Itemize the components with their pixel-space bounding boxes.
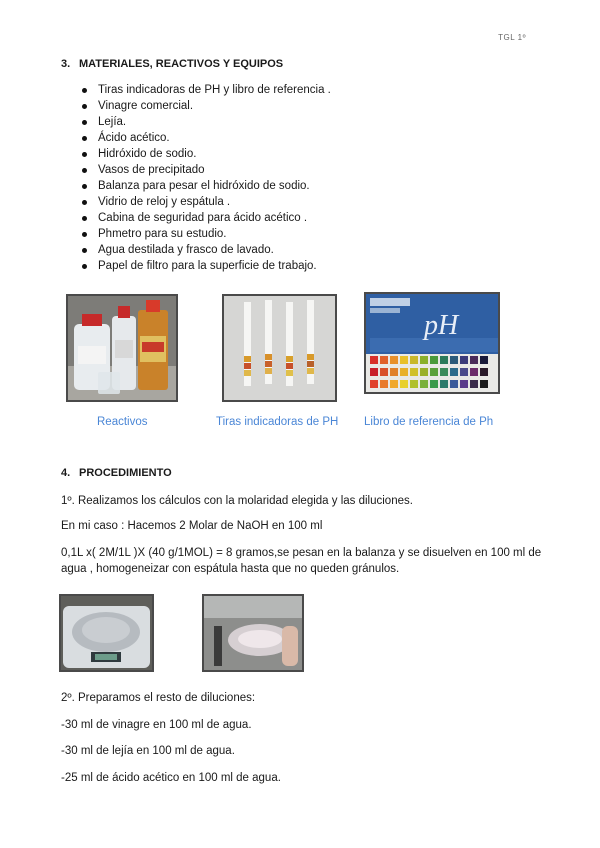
procedure-step-2: 2º. Preparamos el resto de diluciones: xyxy=(61,692,256,704)
section-3-heading xyxy=(61,58,283,70)
ph-strips-photo xyxy=(222,294,337,402)
watch-glass-photo xyxy=(202,594,304,672)
ph-book-caption: Libro de referencia de Ph xyxy=(364,416,494,428)
section-4-heading xyxy=(61,467,172,479)
section-4-title: PROCEDIMIENTO xyxy=(79,467,172,479)
list-item: Ácido acético. xyxy=(80,130,331,146)
list-item: Vinagre comercial. xyxy=(80,98,331,114)
list-item: Cabina de seguridad para ácido acético . xyxy=(80,210,331,226)
ph-book-label: pH xyxy=(424,310,459,341)
page-header-tag: TGL 1º xyxy=(498,33,526,42)
section-3-number: 3. xyxy=(61,58,71,70)
list-item: Lejía. xyxy=(80,114,331,130)
reagents-photo xyxy=(66,294,178,402)
dilution-bleach: -30 ml de lejía en 100 ml de agua. xyxy=(61,745,235,757)
procedure-step-1: 1º. Realizamos los cálculos con la molaridad elegida y las diluciones. xyxy=(61,495,413,507)
ph-strips-caption: Tiras indicadoras de PH xyxy=(216,416,339,428)
procedure-case-text: En mi caso : Hacemos 2 Molar de NaOH en 100 ml xyxy=(61,520,323,532)
list-item: Papel de filtro para la superficie de trabajo. xyxy=(80,258,331,274)
list-item: Hidróxido de sodio. xyxy=(80,146,331,162)
dilution-vinegar: -30 ml de vinagre en 100 ml de agua. xyxy=(61,719,252,731)
list-item: Vasos de precipitado xyxy=(80,162,331,178)
list-item: Agua destilada y frasco de lavado. xyxy=(80,242,331,258)
materials-list xyxy=(80,82,331,274)
list-item: Balanza para pesar el hidróxido de sodio. xyxy=(80,178,331,194)
section-4-number: 4. xyxy=(61,467,71,479)
dilution-acetic-acid: -25 ml de ácido acético en 100 ml de agua. xyxy=(61,772,281,784)
section-3-title: MATERIALES, REACTIVOS Y EQUIPOS xyxy=(79,58,284,70)
procedure-calculation: 0,1L x( 2M/1L )X (40 g/1MOL) = 8 gramos,se pesan en la balanza y se disuelven en 100 ml de agua , homogeneizar con espátula hasta que no queden gránulos. xyxy=(61,547,542,575)
list-item: Tiras indicadoras de PH y libro de referencia . xyxy=(80,82,331,98)
reagents-caption: Reactivos xyxy=(97,416,148,428)
ph-reference-book-photo xyxy=(364,292,500,394)
list-item: Vidrio de reloj y espátula . xyxy=(80,194,331,210)
list-item: Phmetro para su estudio. xyxy=(80,226,331,242)
balance-photo xyxy=(59,594,154,672)
